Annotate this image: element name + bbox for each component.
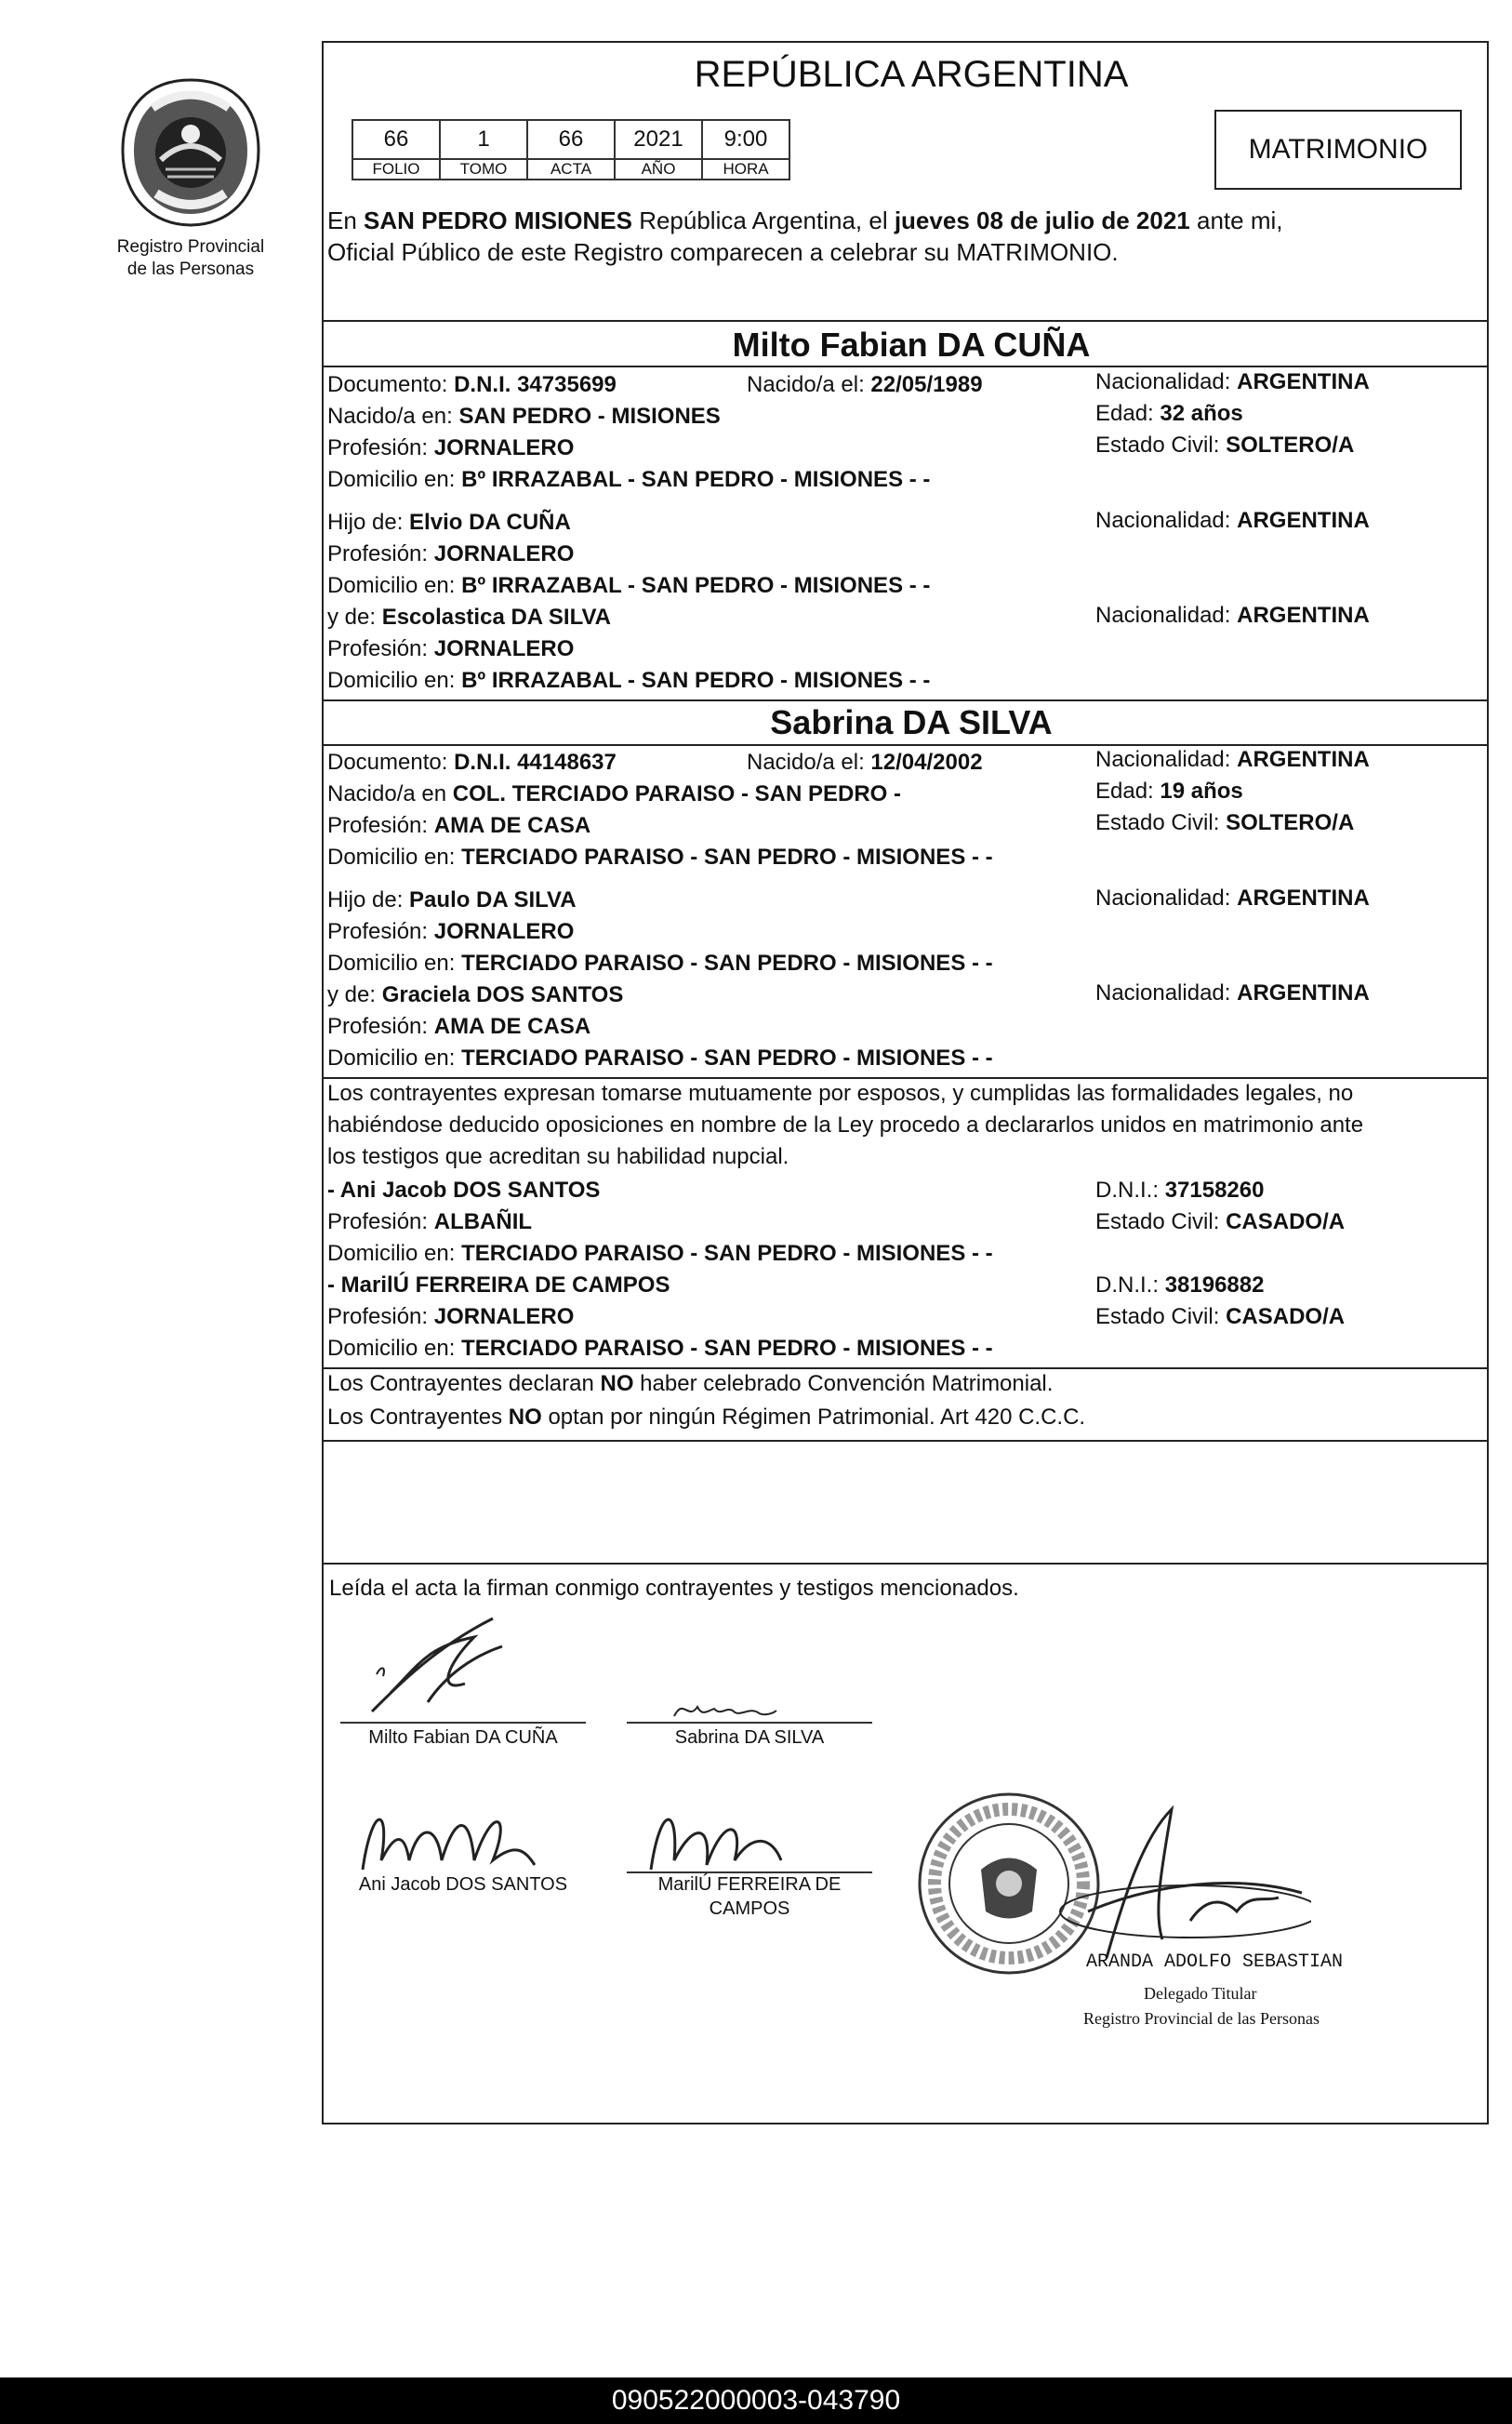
intro-line1: En SAN PEDRO MISIONES República Argentina, el jueves 08 de julio de 2021 ante mi, <box>327 206 1283 234</box>
registry-logo <box>119 76 262 229</box>
intro-place: SAN PEDRO MISIONES <box>364 206 632 234</box>
anio-label: AÑO <box>615 159 702 180</box>
groom-signature-line <box>340 1722 586 1724</box>
witness1-addr: Domicilio en: TERCIADO PARAISO - SAN PEDRO - MISIONES - - <box>327 1241 993 1266</box>
groom-civil: Estado Civil: SOLTERO/A <box>1095 433 1355 458</box>
divider <box>322 1367 1489 1369</box>
groom-age: Edad: 32 años <box>1095 401 1243 426</box>
groom-birthplace: Nacido/a en: SAN PEDRO - MISIONES <box>327 404 721 429</box>
bride-mother: y de: Graciela DOS SANTOS <box>327 982 624 1007</box>
bride-mother-prof: Profesión: AMA DE CASA <box>327 1014 591 1039</box>
bride-signature-label: Sabrina DA SILVA <box>674 1727 825 1748</box>
bride-signature-icon <box>670 1688 781 1725</box>
closing-text: Leída el acta la firman conmigo contrayentes y testigos mencionados. <box>329 1576 1019 1601</box>
official-name: ARANDA ADOLFO SEBASTIAN <box>1086 1951 1344 1973</box>
witness2-name: - MarilÚ FERREIRA DE CAMPOS <box>327 1272 670 1298</box>
divider <box>322 744 1489 746</box>
document-barcode-number: 090522000003-043790 <box>0 2377 1512 2424</box>
official-signature-icon <box>1051 1800 1311 1967</box>
regime-line1: Los Contrayentes declaran NO haber celebrado Convención Matrimonial. <box>327 1371 1054 1396</box>
bride-addr: Domicilio en: TERCIADO PARAISO - SAN PEDRO - MISIONES - - <box>327 845 993 870</box>
bride-father-prof: Profesión: JORNALERO <box>327 919 575 944</box>
bride-birthplace: Nacido/a en COL. TERCIADO PARAISO - SAN PEDRO - <box>327 781 902 806</box>
intro-line2: Oficial Público de este Registro comparecen a celebrar su MATRIMONIO. <box>327 238 1119 266</box>
groom-father-nat: Nacionalidad: ARGENTINA <box>1095 508 1370 533</box>
witness1-civil: Estado Civil: CASADO/A <box>1095 1209 1346 1234</box>
reference-table <box>351 119 790 180</box>
groom-signature-icon <box>363 1609 521 1721</box>
groom-father-prof: Profesión: JORNALERO <box>327 541 575 566</box>
acta-label: ACTA <box>527 159 615 180</box>
groom-prof: Profesión: JORNALERO <box>327 435 575 460</box>
bride-mother-nat: Nacionalidad: ARGENTINA <box>1095 980 1370 1006</box>
acta-value: 66 <box>527 120 615 159</box>
folio-value: 66 <box>352 120 440 159</box>
witness2-prof: Profesión: JORNALERO <box>327 1304 575 1329</box>
witness1-prof: Profesión: ALBAÑIL <box>327 1209 533 1234</box>
bride-prof: Profesión: AMA DE CASA <box>327 813 591 838</box>
groom-mother-nat: Nacionalidad: ARGENTINA <box>1095 603 1370 628</box>
witness2-civil: Estado Civil: CASADO/A <box>1095 1304 1346 1329</box>
divider <box>322 320 1489 322</box>
divider <box>322 699 1489 701</box>
witness1-signature-label: Ani Jacob DOS SANTOS <box>358 1874 568 1895</box>
declaration-line1: Los contrayentes expresan tomarse mutuamente por esposos, y cumplidas las formalidades legales, no <box>327 1081 1354 1106</box>
official-office: Registro Provincial de las Personas <box>1083 2009 1320 2028</box>
groom-name: Milto Fabian DA CUÑA <box>732 326 1091 364</box>
province-seal-icon <box>119 76 262 229</box>
regime-line2: Los Contrayentes NO optan por ningún Régimen Patrimonial. Art 420 C.C.C. <box>327 1405 1086 1430</box>
bride-civil: Estado Civil: SOLTERO/A <box>1095 810 1355 835</box>
bride-mother-addr: Domicilio en: TERCIADO PARAISO - SAN PEDRO - MISIONES - - <box>327 1046 993 1071</box>
witness2-signature-label-1: MarilÚ FERREIRA DE <box>657 1874 842 1895</box>
witness2-dni: D.N.I.: 38196882 <box>1095 1272 1265 1298</box>
intro-date: jueves 08 de julio de 2021 <box>894 206 1190 234</box>
bride-name: Sabrina DA SILVA <box>770 703 1053 741</box>
witness1-name: - Ani Jacob DOS SANTOS <box>327 1178 601 1203</box>
groom-father: Hijo de: Elvio DA CUÑA <box>327 510 571 535</box>
groom-signature-label: Milto Fabian DA CUÑA <box>368 1727 558 1748</box>
registry-caption-line1: Registro Provincial <box>116 237 265 257</box>
bride-father-nat: Nacionalidad: ARGENTINA <box>1095 886 1370 911</box>
bride-nat: Nacionalidad: ARGENTINA <box>1095 747 1370 772</box>
bride-doc: Documento: D.N.I. 44148637 <box>327 750 617 775</box>
groom-born: Nacido/a el: 22/05/1989 <box>747 372 983 397</box>
hora-value: 9:00 <box>702 120 789 159</box>
bride-father: Hijo de: Paulo DA SILVA <box>327 887 577 912</box>
groom-nat: Nacionalidad: ARGENTINA <box>1095 369 1370 394</box>
witness1-dni: D.N.I.: 37158260 <box>1095 1178 1265 1203</box>
divider <box>322 1563 1489 1565</box>
registry-caption-line2: de las Personas <box>126 260 255 279</box>
bride-born: Nacido/a el: 12/04/2002 <box>747 750 983 775</box>
declaration-line3: los testigos que acreditan su habilidad nupcial. <box>327 1144 789 1169</box>
bride-signature-line <box>627 1722 872 1724</box>
tomo-value: 1 <box>440 120 527 159</box>
tomo-label: TOMO <box>440 159 527 180</box>
groom-mother-addr: Domicilio en: Bº IRRAZABAL - SAN PEDRO - MISIONES - - <box>327 668 931 693</box>
witness2-signature-icon <box>642 1795 790 1879</box>
divider <box>322 1440 1489 1442</box>
divider <box>322 366 1489 367</box>
groom-addr: Domicilio en: Bº IRRAZABAL - SAN PEDRO - MISIONES - - <box>327 467 931 492</box>
act-type-box: MATRIMONIO <box>1214 110 1462 190</box>
bride-age: Edad: 19 años <box>1095 779 1243 804</box>
official-title: Delegado Titular <box>1144 1984 1257 2003</box>
hora-label: HORA <box>702 159 789 180</box>
folio-label: FOLIO <box>352 159 440 180</box>
witness2-addr: Domicilio en: TERCIADO PARAISO - SAN PEDRO - MISIONES - - <box>327 1336 993 1361</box>
anio-value: 2021 <box>615 120 702 159</box>
divider <box>322 1077 1489 1079</box>
witness1-signature-icon <box>353 1786 539 1879</box>
witness2-signature-label-2: CAMPOS <box>709 1898 790 1919</box>
groom-mother-prof: Profesión: JORNALERO <box>327 636 575 661</box>
bride-father-addr: Domicilio en: TERCIADO PARAISO - SAN PEDRO - MISIONES - - <box>327 951 993 976</box>
declaration-line2: habiéndose deducido oposiciones en nombre de la Ley procedo a declararlos unidos en matrimonio ante <box>327 1112 1364 1138</box>
groom-doc: Documento: D.N.I. 34735699 <box>327 372 617 397</box>
country-title: REPÚBLICA ARGENTINA <box>694 54 1129 95</box>
groom-mother: y de: Escolastica DA SILVA <box>327 605 612 630</box>
groom-father-addr: Domicilio en: Bº IRRAZABAL - SAN PEDRO - MISIONES - - <box>327 573 931 598</box>
